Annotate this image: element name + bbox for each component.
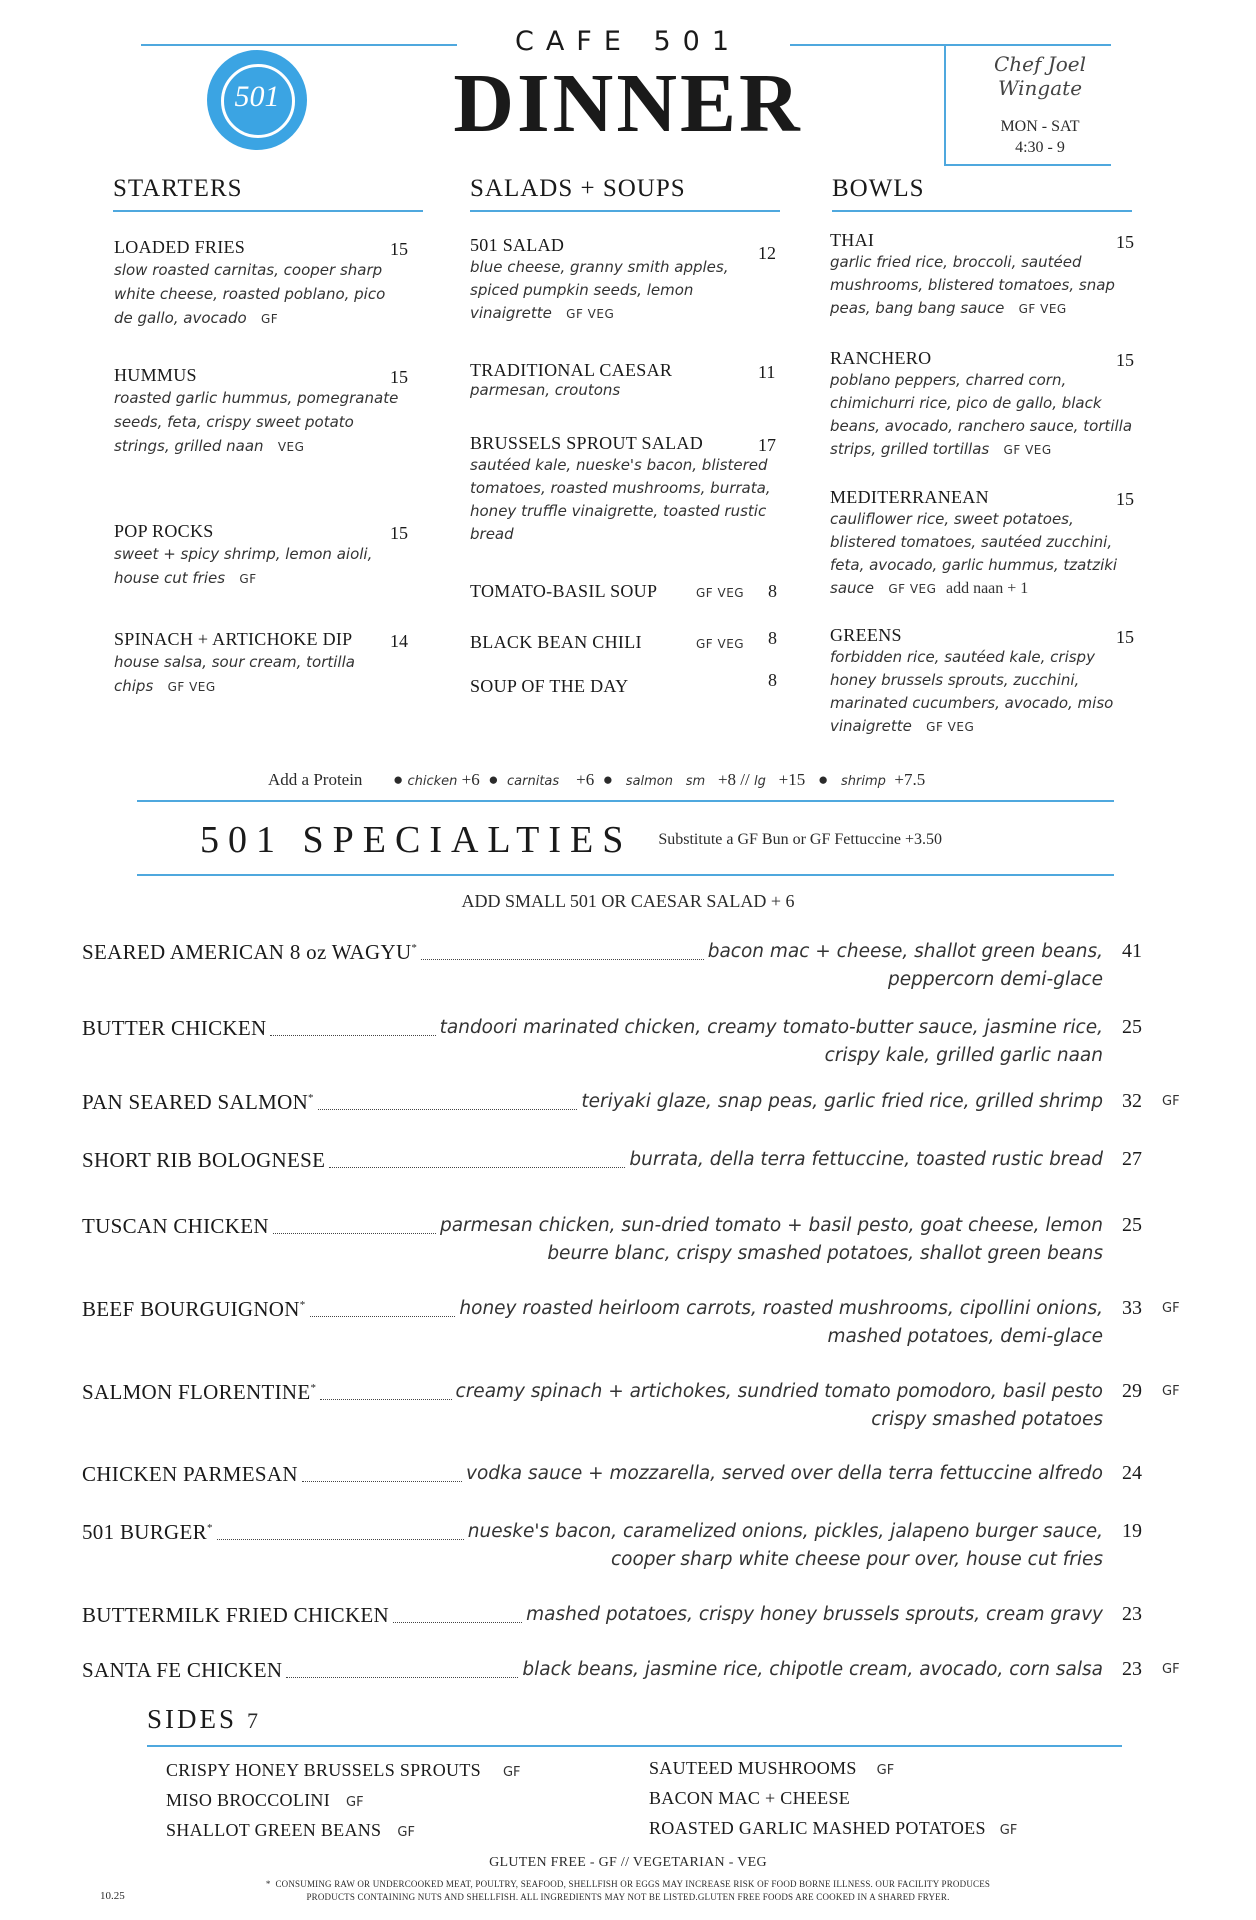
specialty-name-text: BUTTER CHICKEN [82, 1016, 267, 1040]
specialty-desc [403, 1146, 1103, 1174]
specialty-desc [403, 1088, 1103, 1116]
specialty-item [0, 1016, 1256, 1076]
salad-item [470, 433, 780, 546]
item-name: POP ROCKS [114, 521, 214, 541]
item-price: 17 [758, 435, 776, 455]
disclaimer-line-1 [228, 1878, 1028, 1891]
item-name: SPINACH + ARTICHOKE DIP [114, 629, 353, 649]
sides-header [147, 1704, 258, 1735]
gf-tag: GF [1162, 1301, 1180, 1316]
side-name: SHALLOT GREEN BEANS [166, 1820, 382, 1840]
specialty-name [82, 1520, 213, 1545]
item-price: 15 [1116, 627, 1134, 647]
specialty-name [82, 1380, 316, 1405]
specialty-price: 25 [1122, 1016, 1142, 1038]
item-name: HUMMUS [114, 365, 197, 385]
page-title: DINNER [453, 57, 803, 150]
item-price: 12 [758, 243, 776, 263]
item-name: THAI [830, 230, 875, 250]
logo [207, 50, 307, 150]
bowl-item [830, 230, 1140, 321]
disclaimer-text-1: CONSUMING RAW OR UNDERCOOKED MEAT, POULTRY, SEAFOOD, SHELLFISH OR EGGS MAY INCREASE RISK OF FOOD BORNE ILLNESS. OUR FACILITY PRODUCES [275, 1879, 991, 1889]
specialties-rule-top [137, 800, 1114, 802]
specialties-title [200, 818, 942, 862]
item-price: 8 [768, 581, 777, 601]
specialty-name-text: 501 BURGER [82, 1520, 207, 1544]
gf-tag: GF [1162, 1384, 1180, 1399]
item-name: BRUSSELS SPROUT SALAD [470, 433, 704, 453]
logo-text: 501 [234, 80, 280, 113]
item-price: 8 [768, 670, 777, 690]
item-desc: parmesan, croutons [470, 381, 621, 399]
raw-warning-star: * [411, 942, 418, 954]
diet-legend: GLUTEN FREE - GF // VEGETARIAN - VEG [489, 1855, 767, 1870]
protein-chicken: chicken [407, 774, 458, 789]
specialty-desc [403, 1378, 1103, 1434]
sides-price: 7 [247, 1708, 259, 1733]
item-price: 15 [390, 239, 408, 259]
specialty-desc [403, 1518, 1103, 1574]
specialty-desc-line: burrata, della terra fettuccine, toasted rustic bread [629, 1149, 1103, 1170]
protein-carnitas-price: +6 [576, 770, 595, 789]
specialty-desc-line: beurre blanc, crispy smashed potatoes, shallot green beans [547, 1243, 1103, 1264]
specialty-name-text: PAN SEARED SALMON [82, 1090, 309, 1114]
starter-item [114, 237, 424, 331]
specialty-desc [403, 938, 1103, 994]
brand-name: CAFE 501 [514, 26, 742, 57]
substitute-note: Substitute a GF Bun or GF Fettuccine +3.50 [658, 831, 943, 848]
diet-tag: GF VEG [696, 637, 745, 651]
gf-tag: GF [876, 1763, 895, 1778]
diet-tag: GF VEG [566, 307, 615, 321]
protein-row [268, 770, 1028, 790]
side-name: MISO BROCCOLINI [166, 1790, 331, 1810]
salad-item [470, 360, 780, 399]
item-price: 15 [1116, 350, 1134, 370]
disclaimer-line-2: PRODUCTS CONTAINING NUTS AND SHELLFISH. ALL INGREDIENTS MAY NOT BE LISTED.GLUTEN FREE FOODS ARE COOKED IN A SHARED FRYER. [306, 1892, 950, 1902]
specialty-desc-line: bacon mac + cheese, shallot green beans, [707, 941, 1103, 962]
starter-item [114, 365, 424, 459]
item-name: TRADITIONAL CAESAR [470, 360, 673, 380]
protein-sep: // [740, 770, 750, 789]
specialty-desc-line: mashed potatoes, crispy honey brussels sprouts, cream gravy [526, 1604, 1103, 1625]
sides-right [649, 1758, 1017, 1848]
specialty-desc [403, 1014, 1103, 1070]
specialty-name [82, 1090, 314, 1115]
specialty-desc [403, 1295, 1103, 1351]
side-item [166, 1790, 521, 1820]
diet-tag: GF VEG [1018, 302, 1067, 316]
bowl-item [830, 348, 1140, 462]
diet-tag: GF VEG [926, 720, 975, 734]
item-desc [830, 369, 1135, 462]
specialty-name-text: SALMON FLORENTINE [82, 1380, 311, 1404]
specialty-name-text: BUTTERMILK FRIED CHICKEN [82, 1603, 390, 1627]
raw-warning-star: * [310, 1382, 317, 1394]
item-desc-text: poblano peppers, charred corn, chimichurri rice, pico de gallo, black beans, avocado, ranchero sauce, tortilla strips, grilled tortillas [830, 371, 1133, 458]
side-item [166, 1820, 521, 1850]
specialty-item [0, 1380, 1256, 1440]
item-desc [114, 650, 374, 699]
specialty-name [82, 940, 417, 965]
salads-rule [470, 210, 780, 212]
specialty-name [82, 1016, 266, 1041]
leader-dots [286, 1677, 518, 1678]
specialty-name-text: CHICKEN PARMESAN [82, 1462, 298, 1486]
item-desc [114, 258, 404, 331]
specialty-name [82, 1297, 306, 1322]
protein-chicken-price: +6 [461, 770, 480, 789]
item-desc [830, 646, 1120, 739]
gf-tag: GF [999, 1823, 1018, 1838]
diet-tag: VEG [277, 440, 305, 454]
hours-time: 4:30 - 9 [1015, 139, 1065, 156]
leader-dots [320, 1399, 451, 1400]
bullet-icon: ● [602, 770, 614, 789]
item-price: 15 [1116, 232, 1134, 252]
protein-shrimp-price: +7.5 [894, 770, 926, 789]
protein-label: Add a Protein [268, 770, 363, 789]
leader-dots [270, 1035, 435, 1036]
specialty-desc-line: cooper sharp white cheese pour over, house cut fries [611, 1549, 1103, 1570]
protein-shrimp: shrimp [841, 774, 886, 789]
item-desc-text: sweet + spicy shrimp, lemon aioli, house cut fries [114, 545, 373, 587]
specialty-name [82, 1603, 389, 1628]
raw-warning-star: * [206, 1522, 213, 1534]
item-name: GREENS [830, 625, 902, 645]
specialty-desc [403, 1460, 1103, 1488]
specialty-name [82, 1148, 325, 1173]
starter-item [114, 521, 424, 591]
side-name: SAUTEED MUSHROOMS [649, 1758, 857, 1778]
protein-sm: sm [685, 774, 706, 789]
item-price: 15 [390, 367, 408, 387]
starters-heading: STARTERS [113, 175, 243, 202]
raw-warning-star: * [299, 1299, 306, 1311]
specialty-item [0, 1214, 1256, 1274]
specialty-desc-line: peppercorn demi-glace [887, 969, 1103, 990]
item-desc-text: forbidden rice, sautéed kale, crispy honey brussels sprouts, zucchini, marinated cucumbers, avocado, miso vinaigrette [830, 648, 1114, 735]
side-item [649, 1758, 1017, 1788]
header-rule-bottom-right [944, 164, 1111, 166]
specialty-name [82, 1462, 298, 1487]
bowl-item [830, 625, 1140, 739]
gf-tag: GF [502, 1765, 521, 1780]
specialty-desc-line: tandoori marinated chicken, creamy tomato-butter sauce, jasmine rice, [439, 1017, 1103, 1038]
leader-dots [302, 1481, 462, 1482]
item-desc: sautéed kale, nueske's bacon, blistered tomatoes, roasted mushrooms, burrata, honey truffle vinaigrette, toasted rustic bread [470, 456, 771, 543]
specialty-price: 32 [1122, 1090, 1142, 1112]
item-desc [830, 251, 1130, 321]
protein-carnitas: carnitas [507, 774, 560, 789]
item-desc-text: house salsa, sour cream, tortilla chips [114, 653, 355, 695]
item-name: TOMATO-BASIL SOUP [470, 581, 658, 601]
specialty-desc-line: honey roasted heirloom carrots, roasted mushrooms, cipollini onions, [459, 1298, 1103, 1319]
specialty-desc [403, 1656, 1103, 1684]
raw-warning-star: * [308, 1092, 314, 1104]
diet-tag: GF [260, 312, 279, 326]
item-desc [830, 508, 1140, 601]
specialty-desc-line: vodka sauce + mozzarella, served over della terra fettuccine alfredo [466, 1463, 1103, 1484]
specialty-price: 23 [1122, 1658, 1142, 1680]
hours [965, 116, 1115, 158]
specialty-price: 25 [1122, 1214, 1142, 1236]
item-desc-text: blue cheese, granny smith apples, spiced pumpkin seeds, lemon vinaigrette [470, 258, 729, 322]
salad-item [470, 581, 780, 602]
side-item [649, 1788, 1017, 1818]
specialty-name-text: BEEF BOURGUIGNON [82, 1297, 300, 1321]
specialty-item [0, 1462, 1256, 1522]
leader-dots [273, 1233, 436, 1234]
disclaimer [228, 1878, 1028, 1904]
bullet-icon: ● [392, 770, 404, 789]
specialty-desc-line: crispy kale, grilled garlic naan [824, 1045, 1103, 1066]
specialty-price: 29 [1122, 1380, 1142, 1402]
specialty-price: 23 [1122, 1603, 1142, 1625]
item-name: BLACK BEAN CHILI [470, 632, 642, 652]
item-price: 11 [758, 362, 776, 382]
version-number: 10.25 [100, 1890, 125, 1902]
item-name: RANCHERO [830, 348, 932, 368]
specialty-desc [403, 1601, 1103, 1629]
salad-item [470, 670, 780, 697]
item-price: 15 [1116, 489, 1134, 509]
chef-signature: Chef Joel Wingate [993, 52, 1087, 100]
specialty-item [0, 940, 1256, 1000]
specialty-name [82, 1214, 269, 1239]
specialties-heading: 501 SPECIALTIES [200, 819, 633, 861]
item-desc [114, 386, 414, 459]
specialty-desc-line: teriyaki glaze, snap peas, garlic fried rice, grilled shrimp [581, 1091, 1103, 1112]
salads-heading: SALADS + SOUPS [470, 175, 686, 202]
specialties-rule-bottom [137, 874, 1114, 876]
specialty-name [82, 1658, 282, 1683]
bullet-icon: ● [488, 770, 499, 789]
side-item [649, 1818, 1017, 1848]
specialty-desc [403, 1212, 1103, 1268]
diet-tag: GF VEG [888, 582, 937, 596]
specialty-name-text: SANTA FE CHICKEN [82, 1658, 283, 1682]
protein-lg-price: +15 [778, 770, 806, 789]
item-name: SOUP OF THE DAY [470, 676, 629, 696]
gf-tag: GF [1162, 1094, 1180, 1109]
specialty-desc-line: nueske's bacon, caramelized onions, pickles, jalapeno burger sauce, [467, 1521, 1103, 1542]
specialty-name-text: SEARED AMERICAN 8 oz WAGYU [82, 940, 412, 964]
specialty-desc-line: black beans, jasmine rice, chipotle cream, avocado, corn salsa [522, 1659, 1103, 1680]
item-price: 15 [390, 523, 408, 543]
specialty-price: 33 [1122, 1297, 1142, 1319]
specialty-price: 27 [1122, 1148, 1142, 1170]
gf-tag: GF [397, 1825, 415, 1840]
item-price: 8 [768, 628, 777, 648]
diet-tag: GF [239, 572, 257, 586]
specialty-price: 19 [1122, 1520, 1142, 1542]
starter-item [114, 629, 434, 699]
item-desc-text: roasted garlic hummus, pomegranate seeds, feta, crispy sweet potato strings, grilled naan [114, 389, 399, 455]
specialty-name-text: TUSCAN CHICKEN [82, 1214, 269, 1238]
side-name: BACON MAC + CHEESE [649, 1788, 851, 1808]
specialty-desc-line: creamy spinach + artichokes, sundried tomato pomodoro, basil pesto [455, 1381, 1103, 1402]
specialty-desc-line: crispy smashed potatoes [871, 1409, 1103, 1430]
item-name: MEDITERRANEAN [830, 487, 989, 507]
specialty-item [0, 1090, 1256, 1150]
salad-item [470, 235, 780, 326]
side-name: ROASTED GARLIC MASHED POTATOES [649, 1818, 986, 1838]
side-name: CRISPY HONEY BRUSSELS SPROUTS [166, 1760, 481, 1780]
side-item [166, 1760, 521, 1790]
leader-dots [217, 1539, 464, 1540]
sides-left [166, 1760, 521, 1850]
protein-sm-price: +8 [717, 770, 737, 789]
specialty-item [0, 1148, 1256, 1208]
diet-tag: GF VEG [696, 586, 745, 600]
item-desc-text: garlic fried rice, broccoli, sautéed mushrooms, blistered tomatoes, snap peas, bang bang sauce [830, 253, 1115, 317]
specialty-desc-line: mashed potatoes, demi-glace [827, 1326, 1103, 1347]
specialty-item [0, 1297, 1256, 1357]
hours-days: MON - SAT [1000, 118, 1080, 135]
disclaimer-star: * [265, 1879, 271, 1889]
leader-dots [329, 1167, 625, 1168]
specialty-price: 41 [1122, 940, 1142, 962]
item-desc-text: slow roasted carnitas, cooper sharp white cheese, roasted poblano, pico de gallo, avocado [114, 261, 386, 327]
item-name: LOADED FRIES [114, 237, 246, 257]
sides-rule [147, 1745, 1122, 1747]
sides-heading: SIDES [147, 1704, 238, 1734]
item-desc-text: cauliflower rice, sweet potatoes, blistered tomatoes, sautéed zucchini, feta, avocado, garlic hummus, tzatziki sauce [830, 510, 1118, 597]
specialty-item [0, 1520, 1256, 1580]
leader-dots [393, 1622, 522, 1623]
item-name: 501 SALAD [470, 235, 565, 255]
add-salad-note: ADD SMALL 501 OR CAESAR SALAD + 6 [461, 891, 795, 911]
starters-rule [113, 210, 423, 212]
bullet-icon: ● [817, 770, 829, 789]
specialty-desc-line: parmesan chicken, sun-dried tomato + basil pesto, goat cheese, lemon [439, 1215, 1103, 1236]
item-price: 14 [390, 631, 408, 651]
salad-item [470, 628, 780, 653]
item-desc [114, 542, 384, 591]
protein-lg: lg [754, 774, 766, 789]
leader-dots [421, 959, 703, 960]
gf-tag: GF [1162, 1662, 1180, 1677]
bowls-rule [832, 210, 1132, 212]
add-naan: add naan + 1 [945, 580, 1029, 597]
leader-dots [318, 1109, 578, 1110]
specialty-name-text: SHORT RIB BOLOGNESE [82, 1148, 326, 1172]
specialty-price: 24 [1122, 1462, 1142, 1484]
diet-tag: GF VEG [167, 680, 216, 694]
bowls-heading: BOWLS [832, 175, 925, 202]
specialty-item [0, 1603, 1256, 1663]
protein-salmon: salmon [625, 774, 674, 789]
diet-tag: GF VEG [1003, 443, 1052, 457]
bowl-item [830, 487, 1140, 601]
gf-tag: GF [346, 1795, 364, 1810]
item-desc [470, 256, 750, 326]
leader-dots [310, 1316, 456, 1317]
